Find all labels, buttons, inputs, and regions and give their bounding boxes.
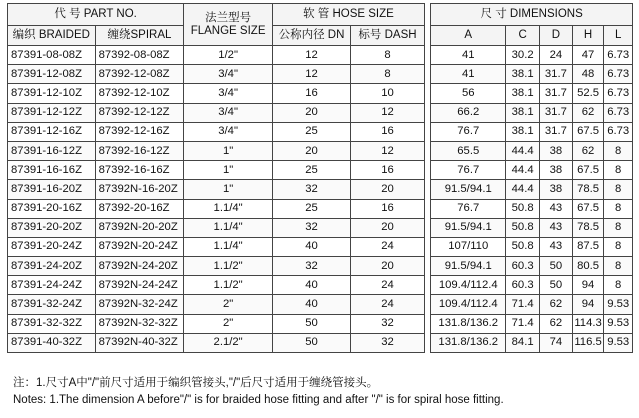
table-row — [8, 295, 633, 314]
dim-d-cell: 62 — [540, 295, 573, 314]
flange-size-cell: 1" — [184, 161, 273, 180]
dim-l-cell: 8 — [604, 218, 633, 237]
braided-part-no-cell: 87391-20-24Z — [8, 237, 96, 256]
dim-l-header: L — [604, 26, 633, 46]
spiral-part-no-cell: 87392N-16-20Z — [95, 180, 184, 199]
dim-c-header: C — [506, 26, 540, 46]
dim-h-cell: 114.3 — [572, 314, 604, 333]
hose-dn-cell: 50 — [272, 333, 350, 352]
hose-dn-cell: 25 — [272, 122, 350, 141]
dim-d-cell: 31.7 — [540, 122, 573, 141]
dim-l-cell: 8 — [604, 161, 633, 180]
dim-c-cell: 50.8 — [506, 237, 540, 256]
hose-dn-cell: 20 — [272, 103, 350, 122]
hose-dash-cell: 10 — [351, 84, 425, 103]
braided-part-no-cell: 87391-32-32Z — [8, 314, 96, 333]
hose-dn-cell: 40 — [272, 237, 350, 256]
flange-size-cell: 3/4" — [184, 122, 273, 141]
hose-dn-cell: 32 — [272, 257, 350, 276]
table-row — [8, 46, 633, 65]
braided-part-no-cell: 87391-12-08Z — [8, 65, 96, 84]
braided-part-no-cell: 87391-12-12Z — [8, 103, 96, 122]
dim-a-cell: 41 — [431, 65, 506, 84]
hose-dash-cell: 16 — [351, 122, 425, 141]
table-row — [8, 122, 633, 141]
dim-h-cell: 62 — [572, 141, 604, 160]
table-row — [8, 333, 633, 352]
hose-dash-cell: 20 — [351, 180, 425, 199]
dim-h-cell: 67.5 — [572, 161, 604, 180]
braided-part-no-cell: 87391-20-20Z — [8, 218, 96, 237]
hose-dn-cell: 12 — [272, 65, 350, 84]
dim-h-cell: 78.5 — [572, 218, 604, 237]
spiral-part-no-cell: 87392N-32-24Z — [95, 295, 184, 314]
flange-size-cell: 1.1/2" — [184, 276, 273, 295]
spiral-part-no-cell: 87392-12-12Z — [95, 103, 184, 122]
dim-c-cell: 60.3 — [506, 257, 540, 276]
flange-size-header-en: FLANGE SIZE — [190, 24, 266, 37]
dim-d-cell: 38 — [540, 141, 573, 160]
dim-l-cell: 9.53 — [604, 314, 633, 333]
dim-c-cell: 50.8 — [506, 218, 540, 237]
spiral-part-no-cell: 87392-12-08Z — [95, 65, 184, 84]
dim-d-cell: 43 — [540, 237, 573, 256]
dim-h-cell: 87.5 — [572, 237, 604, 256]
dim-l-cell: 8 — [604, 141, 633, 160]
spiral-header: 缠绕SPIRAL — [95, 26, 184, 46]
dim-a-cell: 76.7 — [431, 199, 506, 218]
hose-dn-cell: 40 — [272, 276, 350, 295]
spiral-part-no-cell: 87392-12-16Z — [95, 122, 184, 141]
dim-c-cell: 38.1 — [506, 65, 540, 84]
table-row — [8, 276, 633, 295]
dim-d-cell: 74 — [540, 333, 573, 352]
hose-dash-cell: 12 — [351, 141, 425, 160]
dim-h-cell: 52.5 — [572, 84, 604, 103]
flange-size-cell: 1.1/4" — [184, 199, 273, 218]
table-row — [8, 141, 633, 160]
hose-size-header: 软 管 HOSE SIZE — [272, 4, 424, 26]
table-row — [8, 180, 633, 199]
dim-h-cell: 80.5 — [572, 257, 604, 276]
note-en: Notes: 1.The dimension A before"/" is for braided hose fitting and after "/" is for spiral hose fitting. — [13, 394, 504, 406]
dim-a-cell: 131.8/136.2 — [431, 314, 506, 333]
dim-a-cell: 76.7 — [431, 122, 506, 141]
braided-part-no-cell: 87391-24-24Z — [8, 276, 96, 295]
braided-part-no-cell: 87391-08-08Z — [8, 46, 96, 65]
notes — [13, 375, 504, 409]
table-row — [8, 65, 633, 84]
spiral-part-no-cell: 87392N-40-32Z — [95, 333, 184, 352]
dim-c-cell: 38.1 — [506, 103, 540, 122]
hose-dn-cell: 12 — [272, 46, 350, 65]
flange-size-header — [184, 4, 273, 46]
table-row — [8, 199, 633, 218]
dim-a-cell: 109.4/112.4 — [431, 295, 506, 314]
dim-l-cell: 9.53 — [604, 295, 633, 314]
hose-dn-cell: 25 — [272, 199, 350, 218]
dim-h-header: H — [572, 26, 604, 46]
dim-l-cell: 6.73 — [604, 84, 633, 103]
flange-size-cell: 3/4" — [184, 65, 273, 84]
dim-d-cell: 31.7 — [540, 84, 573, 103]
braided-header: 编织 BRAIDED — [8, 26, 96, 46]
hose-dash-cell: 20 — [351, 257, 425, 276]
dim-h-cell: 94 — [572, 295, 604, 314]
dim-a-cell: 56 — [431, 84, 506, 103]
dim-l-cell: 8 — [604, 276, 633, 295]
hose-dash-cell: 16 — [351, 161, 425, 180]
dim-h-cell: 47 — [572, 46, 604, 65]
dim-d-cell: 43 — [540, 199, 573, 218]
dim-h-cell: 94 — [572, 276, 604, 295]
dim-d-cell: 50 — [540, 276, 573, 295]
hose-dash-cell: 24 — [351, 295, 425, 314]
spiral-part-no-cell: 87392-16-16Z — [95, 161, 184, 180]
dim-c-cell: 38.1 — [506, 122, 540, 141]
table-row — [8, 257, 633, 276]
spiral-part-no-cell: 87392N-20-20Z — [95, 218, 184, 237]
hose-dash-cell: 8 — [351, 46, 425, 65]
dim-c-cell: 50.8 — [506, 199, 540, 218]
dim-a-cell: 107/110 — [431, 237, 506, 256]
hose-dash-cell: 20 — [351, 218, 425, 237]
flange-size-cell: 1.1/4" — [184, 218, 273, 237]
dim-d-cell: 24 — [540, 46, 573, 65]
dim-l-cell: 8 — [604, 180, 633, 199]
dim-d-header: D — [540, 26, 573, 46]
dim-h-cell: 67.5 — [572, 199, 604, 218]
braided-part-no-cell: 87391-12-10Z — [8, 84, 96, 103]
hose-dn-cell: 25 — [272, 161, 350, 180]
table-row — [8, 314, 633, 333]
spiral-part-no-cell: 87392-12-10Z — [95, 84, 184, 103]
braided-part-no-cell: 87391-24-20Z — [8, 257, 96, 276]
dim-l-cell: 6.73 — [604, 65, 633, 84]
flange-size-cell: 2" — [184, 295, 273, 314]
dim-d-cell: 43 — [540, 218, 573, 237]
dim-c-cell: 44.4 — [506, 141, 540, 160]
dim-l-cell: 8 — [604, 257, 633, 276]
dim-c-cell: 44.4 — [506, 180, 540, 199]
dim-a-cell: 131.8/136.2 — [431, 333, 506, 352]
table-row — [8, 161, 633, 180]
dim-a-header: A — [431, 26, 506, 46]
braided-part-no-cell: 87391-12-16Z — [8, 122, 96, 141]
braided-part-no-cell: 87391-16-12Z — [8, 141, 96, 160]
dim-a-cell: 109.4/112.4 — [431, 276, 506, 295]
dim-a-cell: 65.5 — [431, 141, 506, 160]
table-row — [8, 103, 633, 122]
dim-h-cell: 67.5 — [572, 122, 604, 141]
dim-c-cell: 44.4 — [506, 161, 540, 180]
flange-size-cell: 1.1/4" — [184, 237, 273, 256]
dim-d-cell: 38 — [540, 161, 573, 180]
flange-size-cell: 2" — [184, 314, 273, 333]
dim-c-cell: 71.4 — [506, 314, 540, 333]
dim-l-cell: 6.73 — [604, 122, 633, 141]
table-row — [8, 84, 633, 103]
spiral-part-no-cell: 87392-08-08Z — [95, 46, 184, 65]
hose-dn-cell: 20 — [272, 141, 350, 160]
spiral-part-no-cell: 87392N-24-20Z — [95, 257, 184, 276]
dim-a-cell: 91.5/94.1 — [431, 218, 506, 237]
spiral-part-no-cell: 87392N-24-24Z — [95, 276, 184, 295]
dimensions-header: 尺 寸 DIMENSIONS — [431, 4, 633, 26]
dim-a-cell: 91.5/94.1 — [431, 257, 506, 276]
hose-dash-cell: 8 — [351, 65, 425, 84]
dim-c-cell: 84.1 — [506, 333, 540, 352]
hose-dn-cell: 16 — [272, 84, 350, 103]
flange-size-cell: 1" — [184, 141, 273, 160]
dim-h-cell: 62 — [572, 103, 604, 122]
flange-size-header-cn: 法兰型号 — [205, 11, 252, 24]
hose-dash-cell: 24 — [351, 237, 425, 256]
dim-h-cell: 48 — [572, 65, 604, 84]
spiral-part-no-cell: 87392-16-12Z — [95, 141, 184, 160]
dim-c-cell: 71.4 — [506, 295, 540, 314]
hose-dash-cell: 32 — [351, 333, 425, 352]
hose-dn-cell: 32 — [272, 218, 350, 237]
hose-dash-cell: 16 — [351, 199, 425, 218]
spiral-part-no-cell: 87392N-20-24Z — [95, 237, 184, 256]
dash-header: 标号 DASH — [351, 26, 425, 46]
braided-part-no-cell: 87391-16-20Z — [8, 180, 96, 199]
flange-size-cell: 2.1/2" — [184, 333, 273, 352]
dim-h-cell: 78.5 — [572, 180, 604, 199]
dim-l-cell: 6.73 — [604, 103, 633, 122]
dim-l-cell: 6.73 — [604, 46, 633, 65]
flange-size-cell: 1" — [184, 180, 273, 199]
dim-a-cell: 41 — [431, 46, 506, 65]
part-no-header: 代 号 PART NO. — [8, 4, 184, 26]
table-body — [8, 46, 633, 353]
dim-h-cell: 116.5 — [572, 333, 604, 352]
hose-dn-cell: 40 — [272, 295, 350, 314]
dim-d-cell: 50 — [540, 257, 573, 276]
table-row — [8, 237, 633, 256]
flange-size-cell: 1/2" — [184, 46, 273, 65]
table-row — [8, 218, 633, 237]
braided-part-no-cell: 87391-32-24Z — [8, 295, 96, 314]
braided-part-no-cell: 87391-16-16Z — [8, 161, 96, 180]
dim-c-cell: 38.1 — [506, 84, 540, 103]
spiral-part-no-cell: 87392-20-16Z — [95, 199, 184, 218]
dimension-table — [7, 3, 633, 353]
dn-header: 公称内径 DN — [272, 26, 350, 46]
dim-c-cell: 30.2 — [506, 46, 540, 65]
hose-dash-cell: 32 — [351, 314, 425, 333]
dim-d-cell: 31.7 — [540, 65, 573, 84]
dim-c-cell: 60.3 — [506, 276, 540, 295]
dim-a-cell: 91.5/94.1 — [431, 180, 506, 199]
braided-part-no-cell: 87391-40-32Z — [8, 333, 96, 352]
hose-dn-cell: 32 — [272, 180, 350, 199]
dim-l-cell: 8 — [604, 199, 633, 218]
hose-dn-cell: 50 — [272, 314, 350, 333]
dim-a-cell: 76.7 — [431, 161, 506, 180]
spiral-part-no-cell: 87392N-32-32Z — [95, 314, 184, 333]
flange-size-cell: 1.1/2" — [184, 257, 273, 276]
dim-d-cell: 38 — [540, 180, 573, 199]
dim-d-cell: 62 — [540, 314, 573, 333]
dim-a-cell: 66.2 — [431, 103, 506, 122]
dim-l-cell: 9.53 — [604, 333, 633, 352]
flange-size-cell: 3/4" — [184, 103, 273, 122]
dim-d-cell: 31.7 — [540, 103, 573, 122]
braided-part-no-cell: 87391-20-16Z — [8, 199, 96, 218]
flange-size-cell: 3/4" — [184, 84, 273, 103]
hose-dash-cell: 12 — [351, 103, 425, 122]
dim-l-cell: 8 — [604, 237, 633, 256]
note-cn: 注：1.尺寸A中"/"前尺寸适用于编织管接头,"/"后尺寸适用于缠绕管接头。 — [13, 377, 379, 389]
hose-dash-cell: 24 — [351, 276, 425, 295]
